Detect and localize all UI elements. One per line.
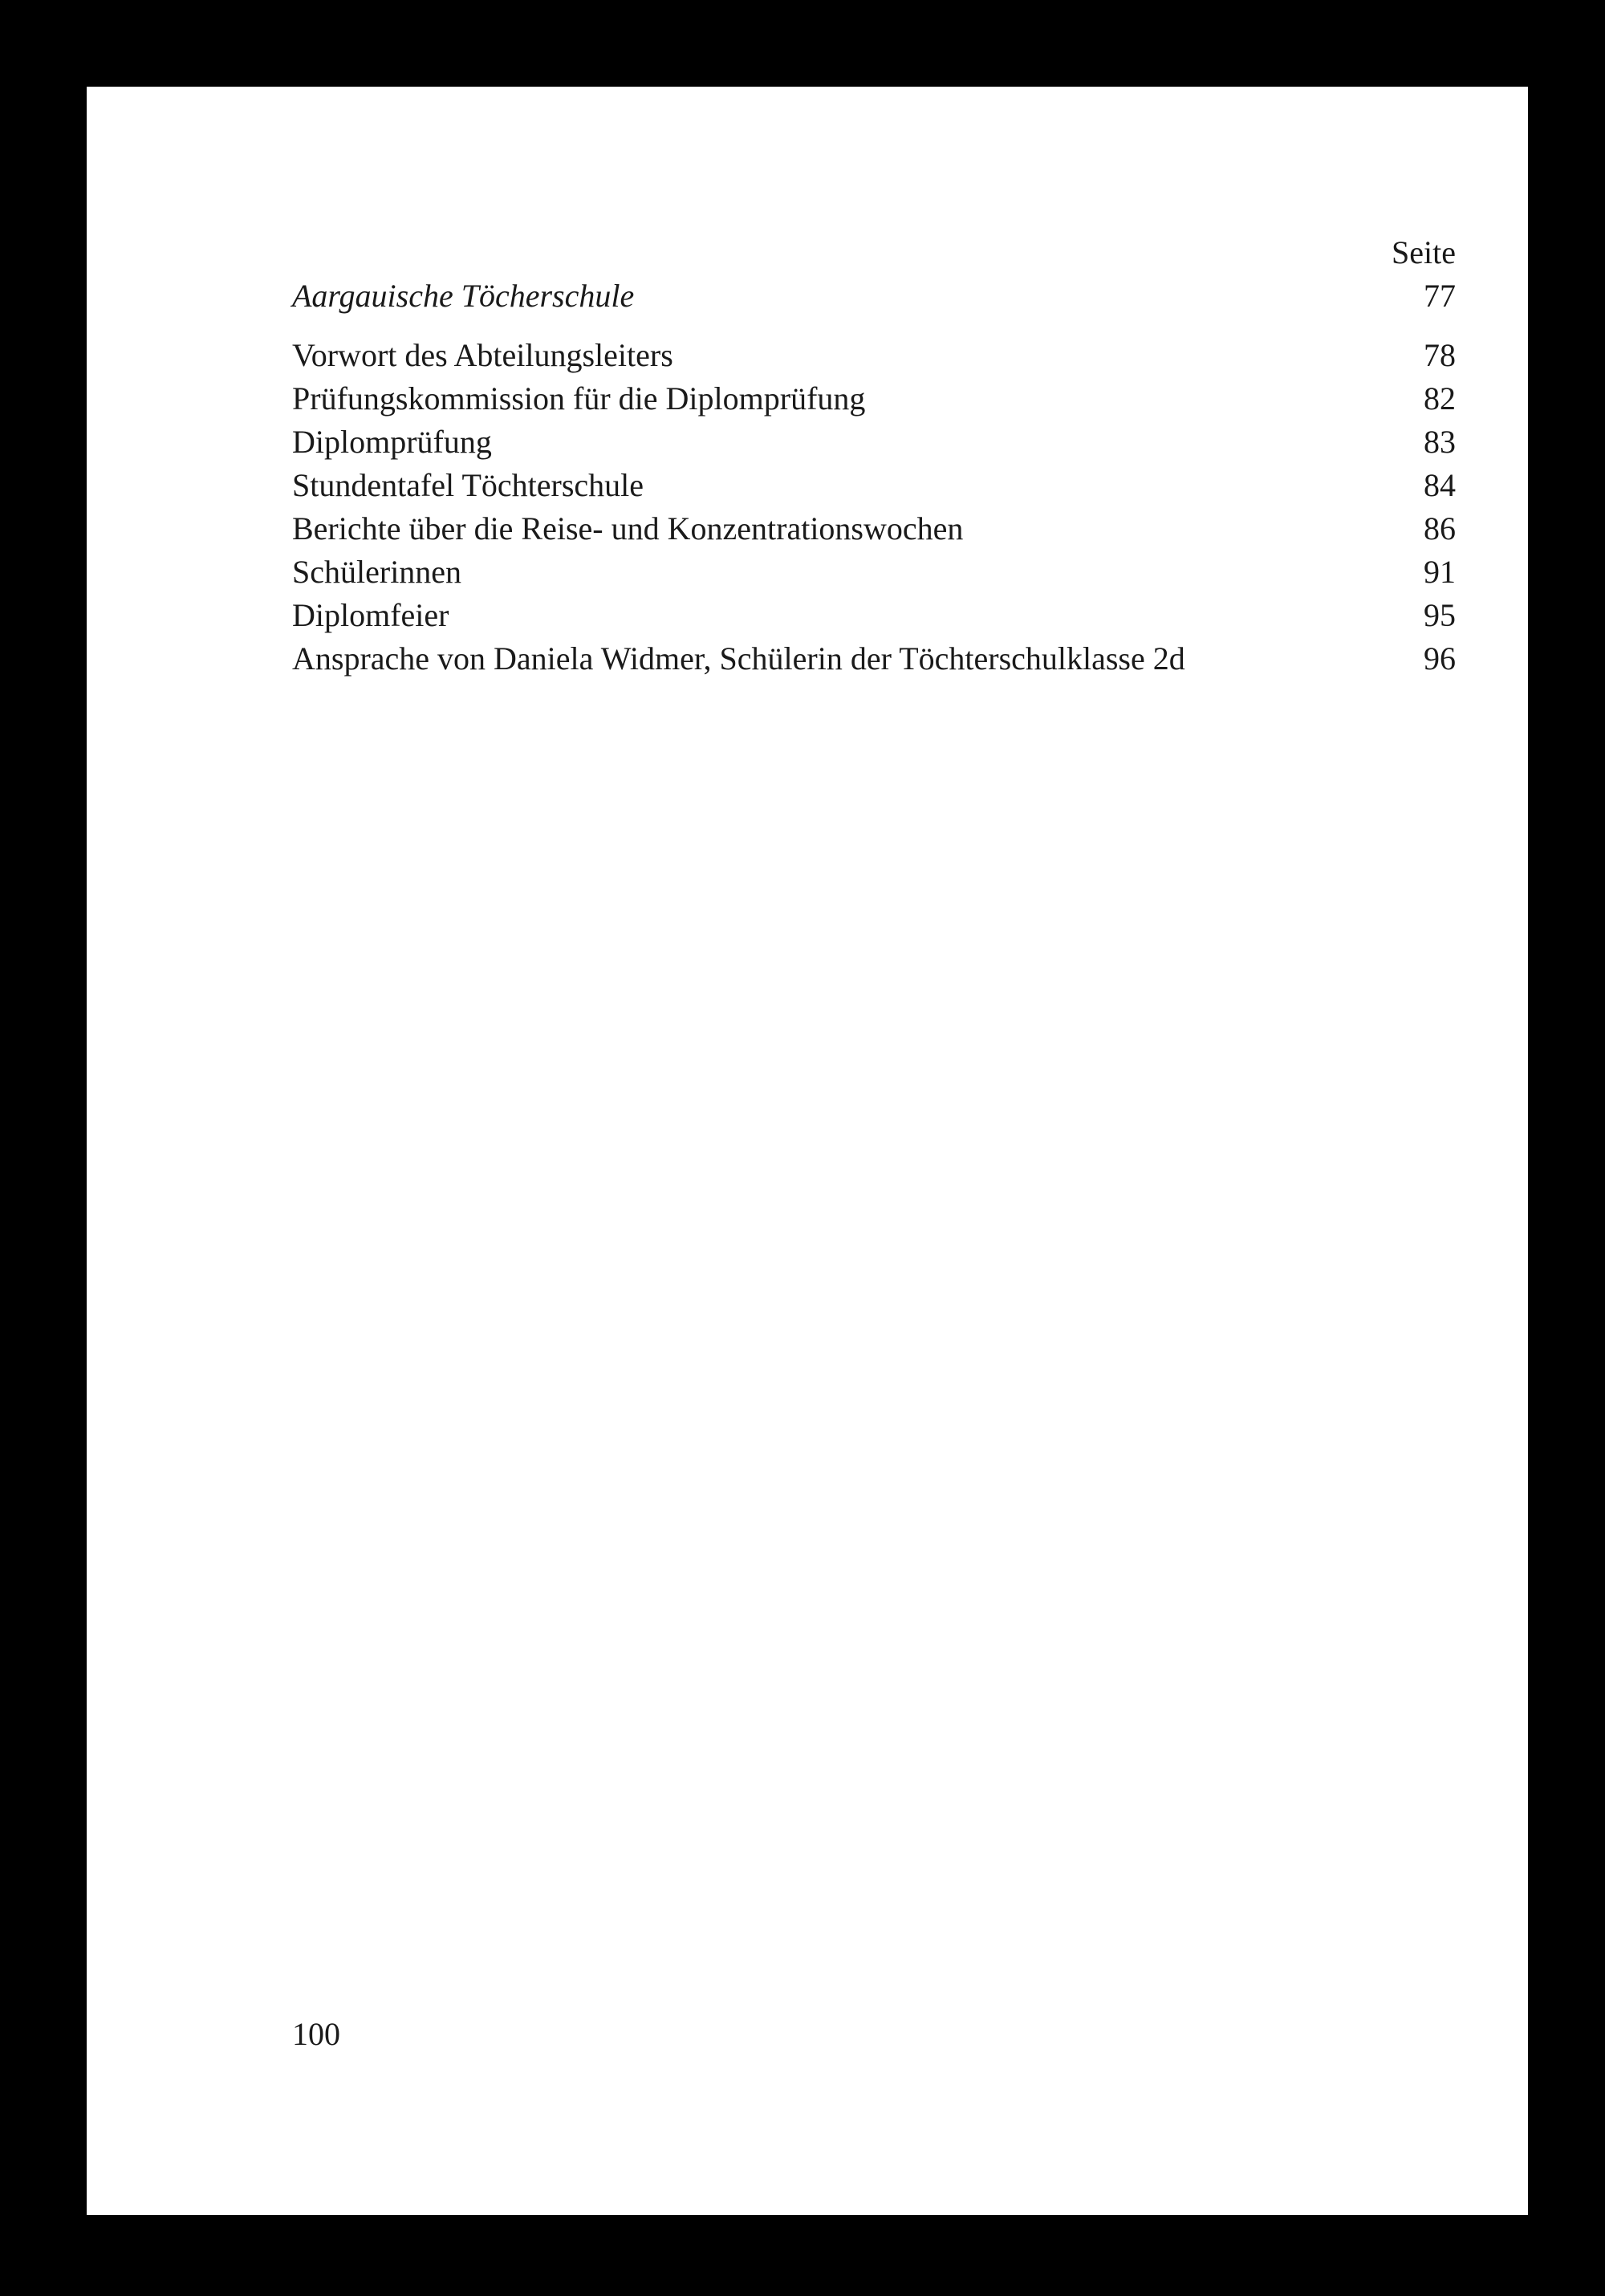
toc-section-heading: [292, 274, 1456, 318]
toc-entry-title: Schülerinnen: [292, 554, 462, 590]
section-page-number: 77: [1424, 278, 1456, 314]
page-number: 100: [292, 2016, 340, 2052]
toc-entry-title: Ansprache von Daniela Widmer, Schülerin der Töchterschulklasse 2d: [292, 640, 1185, 677]
toc-entry-page: 84: [1424, 467, 1456, 503]
toc-entry: [292, 334, 1456, 377]
toc-entry: [292, 507, 1456, 551]
toc-entry-page: 82: [1424, 380, 1456, 417]
toc-entry: [292, 594, 1456, 637]
toc-entry-title: Vorwort des Abteilungsleiters: [292, 337, 673, 373]
toc-entry: [292, 377, 1456, 421]
toc-entry-page: 78: [1424, 337, 1456, 373]
toc-entry-page: 96: [1424, 640, 1456, 677]
toc-entry-page: 83: [1424, 424, 1456, 460]
toc-entry-page: 86: [1424, 510, 1456, 547]
toc-entry: [292, 637, 1456, 681]
toc-entry-title: Berichte über die Reise- und Konzentrationswochen: [292, 510, 964, 547]
toc-entry: [292, 551, 1456, 594]
document-page: [87, 87, 1528, 2215]
toc-entry-page: 95: [1424, 597, 1456, 633]
toc-entry-title: Prüfungskommission für die Diplomprüfung: [292, 380, 866, 417]
toc-entry-title: Stundentafel Töchterschule: [292, 467, 644, 503]
toc-entry-title: Diplomprüfung: [292, 424, 492, 460]
toc-entry: [292, 421, 1456, 464]
table-of-contents: [292, 231, 1456, 681]
section-title: Aargauische Töcherschule: [292, 278, 635, 314]
page-column-header: Seite: [1392, 234, 1456, 270]
toc-entry: [292, 464, 1456, 507]
toc-entry-page: 91: [1424, 554, 1456, 590]
toc-entry-title: Diplomfeier: [292, 597, 449, 633]
